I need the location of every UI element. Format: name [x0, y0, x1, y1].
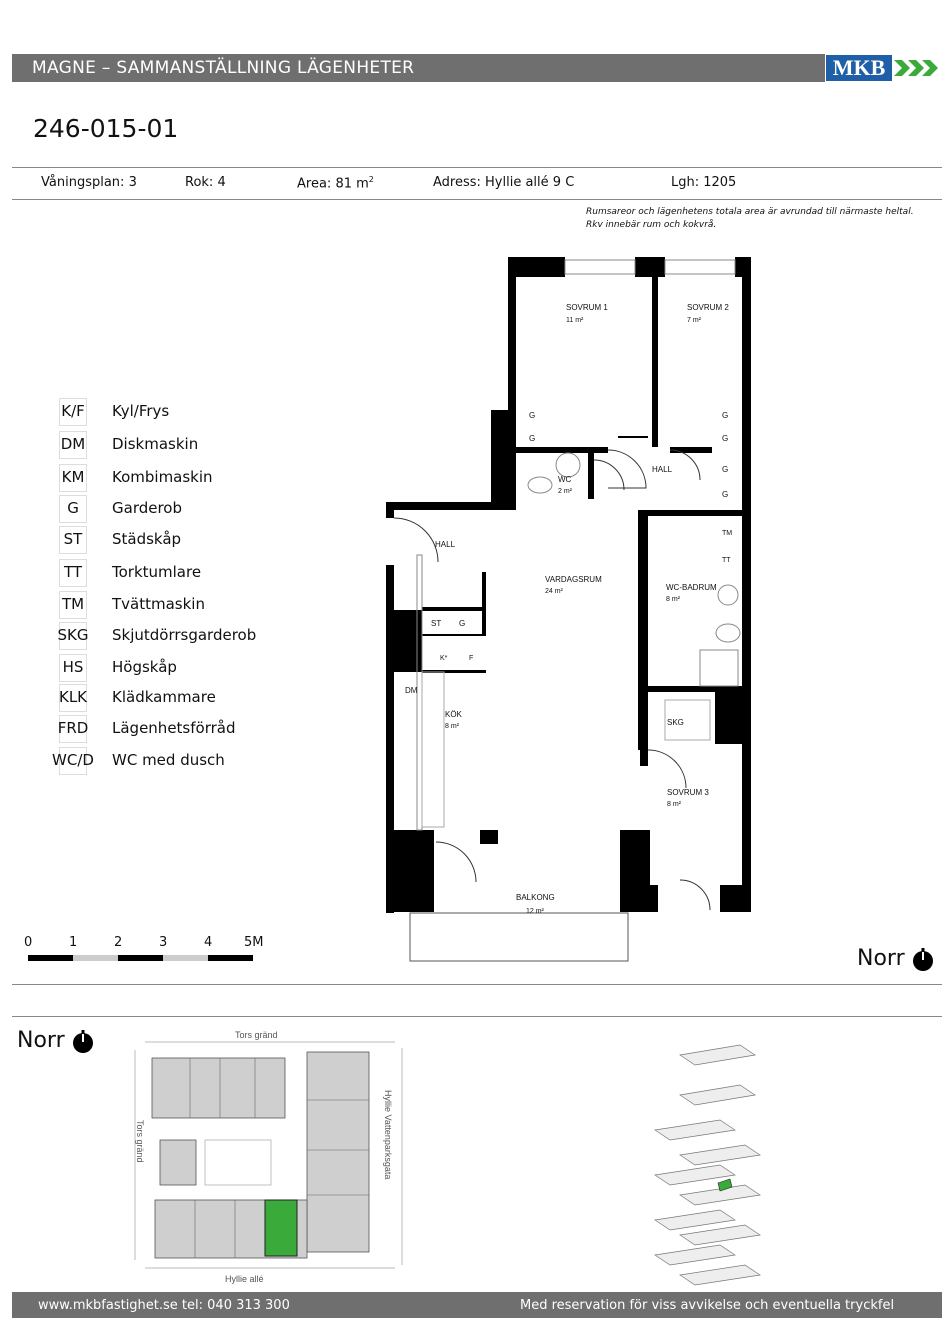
area-superscript: 2 — [368, 175, 374, 184]
legend-text: Skjutdörrsgarderob — [112, 626, 257, 644]
site-highlight-building — [265, 1200, 297, 1256]
north-label-plan: Norr — [857, 946, 905, 971]
scale-bar — [28, 955, 258, 963]
label-sovrum3-area: 8 m² — [667, 801, 681, 808]
label-hall-2: HALL — [435, 540, 456, 549]
footer — [12, 1292, 942, 1318]
legend-code: G — [67, 499, 79, 517]
legend-text: Klädkammare — [112, 688, 216, 706]
label-g-7: G — [459, 619, 466, 628]
legend-code: KM — [61, 468, 85, 486]
label-wc-badrum-area: 8 m² — [666, 596, 680, 603]
legend-code: HS — [62, 658, 84, 676]
site-plan — [105, 1020, 425, 1290]
legend-code: ST — [63, 530, 83, 548]
label-g-2: G — [529, 434, 536, 443]
legend-text: Tvättmaskin — [112, 595, 205, 613]
label-g-5: G — [722, 465, 729, 474]
street-left: Tors gränd — [135, 1120, 145, 1163]
street-top: Tors gränd — [235, 1030, 278, 1040]
mkb-logo — [825, 54, 942, 82]
legend-text: Diskmaskin — [112, 435, 199, 453]
label-kf: K* — [440, 655, 448, 662]
label-vardagsrum-area: 24 m² — [545, 588, 563, 595]
label-wc-area: 2 m² — [558, 488, 572, 495]
label-f: F — [469, 655, 474, 662]
scale-label: 5M — [244, 935, 264, 950]
rooms-value: 4 — [217, 175, 226, 190]
rooms-label: Rok: — [185, 175, 214, 190]
floor-plan — [380, 250, 760, 970]
area-label: Area: — [297, 176, 332, 192]
legend-text: WC med dusch — [112, 751, 225, 769]
label-sovrum2-area: 7 m² — [687, 317, 701, 324]
label-tm: TM — [722, 530, 733, 537]
floor-info — [41, 175, 137, 190]
north-label-site: Norr — [17, 1028, 65, 1053]
label-vardagsrum: VARDAGSRUM — [545, 575, 602, 584]
legend-code: DM — [60, 435, 86, 453]
label-g-4: G — [722, 434, 729, 443]
legend-code: WC/D — [52, 751, 94, 769]
legend-text: Garderob — [112, 499, 183, 517]
label-wc: WC — [558, 475, 572, 484]
scale-label: 3 — [159, 935, 168, 950]
label-sovrum2: SOVRUM 2 — [687, 303, 729, 312]
divider-top — [12, 167, 942, 168]
legend-code: TT — [63, 563, 83, 581]
label-g-3: G — [722, 411, 729, 420]
area-value: 81 m — [335, 176, 369, 192]
street-bottom: Hyllie allé — [225, 1274, 264, 1284]
label-dm: DM — [405, 686, 418, 695]
axonometric-view — [640, 1035, 770, 1290]
header-banner — [12, 54, 942, 82]
label-skg: SKG — [667, 718, 684, 727]
legend-text: Kyl/Frys — [112, 402, 170, 420]
divider-info — [12, 199, 942, 200]
divider-site — [12, 1016, 942, 1017]
lgh-info: Lgh: 1205 — [671, 175, 737, 190]
label-st: ST — [431, 619, 442, 628]
label-tt: TT — [722, 557, 731, 564]
scale-label: 1 — [69, 935, 78, 950]
logo-arrows-icon — [892, 54, 942, 82]
note-line-1: Rumsareor och lägenhetens totala area är avrundad till närmaste heltal. — [586, 207, 914, 217]
label-sovrum3: SOVRUM 3 — [667, 788, 709, 797]
note-line-2: Rkv innebär rum och kokvrå. — [586, 220, 717, 230]
legend-code: TM — [61, 595, 85, 613]
legend-text: Torktumlare — [112, 563, 202, 581]
legend-code: K/F — [61, 402, 85, 420]
address-info: Adress: Hyllie allé 9 C — [433, 175, 575, 190]
footer-contact: www.mkbfastighet.se tel: 040 313 300 — [38, 1298, 290, 1313]
scale-label: 4 — [204, 935, 213, 950]
label-kok-area: 8 m² — [445, 723, 459, 730]
north-arrow-site-icon — [72, 1030, 94, 1054]
label-kok: KÖK — [445, 710, 462, 719]
legend-code: FRD — [57, 719, 89, 737]
label-g-1: G — [529, 411, 536, 420]
scale-label: 2 — [114, 935, 123, 950]
area-info — [297, 175, 374, 191]
floor-value: 3 — [128, 175, 137, 190]
label-balkong-area: 12 m² — [526, 908, 544, 915]
legend-text: Lägenhetsförråd — [112, 719, 236, 737]
legend-code: SKG — [57, 626, 89, 644]
street-right: Hyllie Vattenparksgata — [383, 1090, 393, 1180]
rooms-info — [185, 175, 226, 190]
area-note — [586, 206, 914, 232]
legend-text: Städskåp — [112, 530, 182, 548]
divider-scale — [12, 984, 942, 985]
label-hall-1: HALL — [652, 465, 673, 474]
legend-code: KLK — [58, 688, 88, 706]
north-arrow-icon — [912, 948, 934, 972]
label-wc-badrum: WC-BADRUM — [666, 583, 717, 592]
label-balkong: BALKONG — [516, 893, 555, 902]
legend-text: Kombimaskin — [112, 468, 213, 486]
header-title: MAGNE – SAMMANSTÄLLNING LÄGENHETER — [32, 58, 415, 78]
apartment-id: 246-015-01 — [33, 114, 179, 143]
legend-text: Högskåp — [112, 658, 177, 676]
label-sovrum1: SOVRUM 1 — [566, 303, 608, 312]
scale-label: 0 — [24, 935, 33, 950]
logo-text: MKB — [826, 55, 892, 81]
label-sovrum1-area: 11 m² — [566, 317, 584, 324]
floor-label: Våningsplan: — [41, 175, 125, 190]
footer-disclaimer: Med reservation för viss avvikelse och eventuella tryckfel — [520, 1298, 895, 1313]
label-g-6: G — [722, 490, 729, 499]
